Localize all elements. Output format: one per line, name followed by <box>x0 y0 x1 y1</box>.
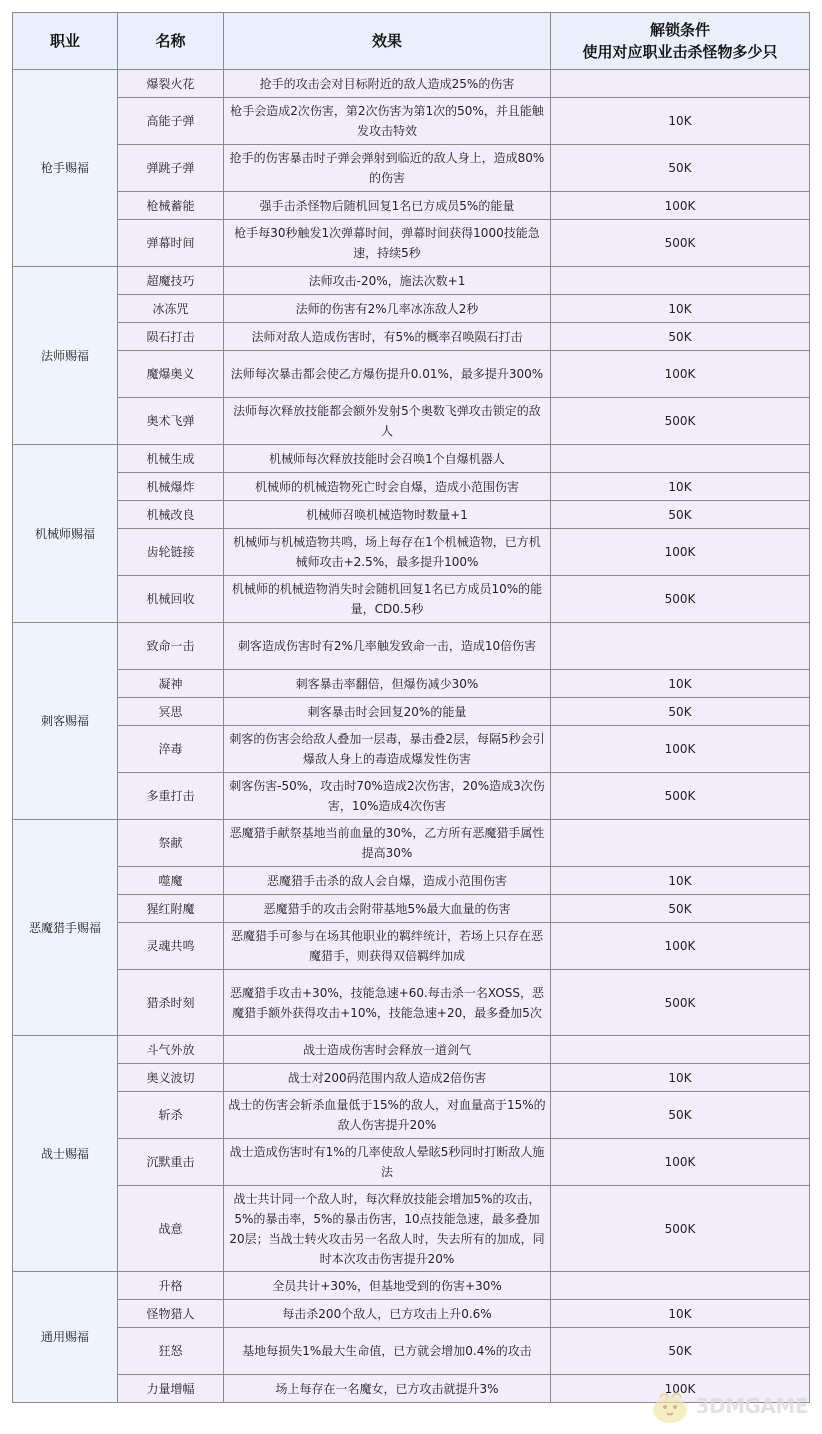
unlock-cell: 100K <box>551 1139 810 1186</box>
effect-cell: 战士的伤害会斩杀血量低于15%的敌人，对血量高于15%的敌人伤害提升20% <box>224 1092 551 1139</box>
effect-cell: 恶魔猎手可参与在场其他职业的羁绊统计，若场上只存在恶魔猎手，则获得双倍羁绊加成 <box>224 923 551 970</box>
unlock-cell <box>551 1036 810 1064</box>
effect-cell: 法师每次暴击都会使乙方爆伤提升0.01%，最多提升300% <box>224 351 551 398</box>
effect-cell: 场上每存在一名魔女，已方攻击就提升3% <box>224 1375 551 1403</box>
effect-cell: 刺客的伤害会给敌人叠加一层毒，暴击叠2层，每隔5秒会引爆敌人身上的毒造成爆发性伤害 <box>224 726 551 773</box>
header-row <box>13 13 810 70</box>
table-row <box>13 576 810 623</box>
unlock-cell: 10K <box>551 473 810 501</box>
effect-cell: 刺客造成伤害时有2%几率触发致命一击，造成10倍伤害 <box>224 623 551 670</box>
unlock-cell: 500K <box>551 220 810 267</box>
unlock-cell: 10K <box>551 295 810 323</box>
effect-cell: 机械师的机械造物死亡时会自爆，造成小范围伤害 <box>224 473 551 501</box>
unlock-cell: 100K <box>551 726 810 773</box>
name-cell: 猎杀时刻 <box>118 970 224 1036</box>
name-cell: 噬魔 <box>118 867 224 895</box>
effect-cell: 法师对敌人造成伤害时，有5%的概率召唤陨石打击 <box>224 323 551 351</box>
table-row <box>13 70 810 98</box>
class-cell: 枪手赐福 <box>13 70 118 267</box>
name-cell: 高能子弹 <box>118 98 224 145</box>
unlock-cell: 500K <box>551 773 810 820</box>
table-row <box>13 529 810 576</box>
unlock-cell: 100K <box>551 351 810 398</box>
table-row <box>13 923 810 970</box>
header-unlock-line2: 使用对应职业击杀怪物多少只 <box>582 43 778 61</box>
unlock-cell: 100K <box>551 923 810 970</box>
unlock-cell: 10K <box>551 98 810 145</box>
table-row <box>13 398 810 445</box>
effect-cell: 全员共计+30%，但基地受到的伤害+30% <box>224 1272 551 1300</box>
name-cell: 沉默重击 <box>118 1139 224 1186</box>
name-cell: 怪物猎人 <box>118 1300 224 1328</box>
table-row <box>13 726 810 773</box>
name-cell: 齿轮链接 <box>118 529 224 576</box>
table-row <box>13 698 810 726</box>
table-row <box>13 323 810 351</box>
table-row <box>13 670 810 698</box>
unlock-cell: 500K <box>551 1186 810 1272</box>
name-cell: 奥术飞弹 <box>118 398 224 445</box>
effect-cell: 机械师每次释放技能时会召唤1个自爆机器人 <box>224 445 551 473</box>
name-cell: 爆裂火花 <box>118 70 224 98</box>
table-row <box>13 623 810 670</box>
effect-cell: 法师攻击-20%，施法次数+1 <box>224 267 551 295</box>
unlock-cell: 10K <box>551 670 810 698</box>
name-cell: 冥思 <box>118 698 224 726</box>
header-unlock <box>551 13 810 70</box>
name-cell: 猩红附魔 <box>118 895 224 923</box>
unlock-cell <box>551 820 810 867</box>
table-row <box>13 1036 810 1064</box>
watermark <box>648 1386 808 1426</box>
effect-cell: 法师的伤害有2%几率冰冻敌人2秒 <box>224 295 551 323</box>
name-cell: 弹跳子弹 <box>118 145 224 192</box>
unlock-cell: 500K <box>551 576 810 623</box>
effect-cell: 恶魔猎手攻击+30%，技能急速+60.每击杀一名XOSS，恶魔猎手额外获得攻击+10%，技能急速+20，最多叠加5次 <box>224 970 551 1036</box>
class-cell: 战士赐福 <box>13 1036 118 1272</box>
name-cell: 冰冻咒 <box>118 295 224 323</box>
name-cell: 斩杀 <box>118 1092 224 1139</box>
table-row <box>13 1300 810 1328</box>
unlock-cell: 100K <box>551 192 810 220</box>
table-row <box>13 773 810 820</box>
class-cell: 刺客赐福 <box>13 623 118 820</box>
effect-cell: 机械师召唤机械造物时数量+1 <box>224 501 551 529</box>
table-row <box>13 501 810 529</box>
table-row <box>13 895 810 923</box>
effect-cell: 强手击杀怪物后随机回复1名已方成员5%的能量 <box>224 192 551 220</box>
unlock-cell: 10K <box>551 1300 810 1328</box>
name-cell: 致命一击 <box>118 623 224 670</box>
name-cell: 机械回收 <box>118 576 224 623</box>
table-row <box>13 351 810 398</box>
name-cell: 力量增幅 <box>118 1375 224 1403</box>
table-row <box>13 473 810 501</box>
header-unlock-line1: 解锁条件 <box>649 21 710 39</box>
effect-cell: 枪手会造成2次伤害，第2次伤害为第1次的50%，并且能触发攻击特效 <box>224 98 551 145</box>
name-cell: 机械改良 <box>118 501 224 529</box>
unlock-cell: 100K <box>551 1375 810 1403</box>
effect-cell: 刺客伤害-50%，攻击时70%造成2次伤害，20%造成3次伤害，10%造成4次伤害 <box>224 773 551 820</box>
effect-cell: 每击杀200个敌人，已方攻击上升0.6% <box>224 1300 551 1328</box>
effect-cell: 刺客暴击时会回复20%的能量 <box>224 698 551 726</box>
unlock-cell: 10K <box>551 867 810 895</box>
unlock-cell <box>551 70 810 98</box>
table-row <box>13 1328 810 1375</box>
effect-cell: 战士对200码范围内敌人造成2倍伤害 <box>224 1064 551 1092</box>
table-row <box>13 820 810 867</box>
unlock-cell: 50K <box>551 895 810 923</box>
watermark-text: 3DMGAME <box>695 1394 808 1418</box>
blessing-table <box>12 12 810 1403</box>
table-row <box>13 295 810 323</box>
effect-cell: 抢手的攻击会对目标附近的敌人造成25%的伤害 <box>224 70 551 98</box>
class-cell: 恶魔猎手赐福 <box>13 820 118 1036</box>
effect-cell: 恶魔猎手击杀的敌人会自爆，造成小范围伤害 <box>224 867 551 895</box>
name-cell: 奥义波切 <box>118 1064 224 1092</box>
table-row <box>13 192 810 220</box>
effect-cell: 法师每次释放技能都会额外发射5个奥数飞弹攻击锁定的敌人 <box>224 398 551 445</box>
table-container <box>12 12 809 1403</box>
table-row <box>13 970 810 1036</box>
unlock-cell: 50K <box>551 501 810 529</box>
name-cell: 斗气外放 <box>118 1036 224 1064</box>
header-name: 名称 <box>118 13 224 70</box>
name-cell: 枪械蓄能 <box>118 192 224 220</box>
table-row <box>13 1186 810 1272</box>
table-row <box>13 220 810 267</box>
unlock-cell: 100K <box>551 529 810 576</box>
unlock-cell: 500K <box>551 398 810 445</box>
header-effect: 效果 <box>224 13 551 70</box>
table-row <box>13 98 810 145</box>
unlock-cell <box>551 445 810 473</box>
table-row <box>13 1272 810 1300</box>
table-row <box>13 445 810 473</box>
name-cell: 魔爆奥义 <box>118 351 224 398</box>
name-cell: 祭献 <box>118 820 224 867</box>
name-cell: 淬毒 <box>118 726 224 773</box>
name-cell: 升格 <box>118 1272 224 1300</box>
unlock-cell <box>551 623 810 670</box>
effect-cell: 抢手的伤害暴击时子弹会弹射到临近的敌人身上，造成80%的伤害 <box>224 145 551 192</box>
class-cell: 通用赐福 <box>13 1272 118 1403</box>
effect-cell: 恶魔猎手献祭基地当前血量的30%，乙方所有恶魔猎手属性提高30% <box>224 820 551 867</box>
effect-cell: 机械师与机械造物共鸣，场上每存在1个机械造物，已方机械师攻击+2.5%，最多提升100% <box>224 529 551 576</box>
effect-cell: 战士造成伤害时有1%的几率使敌人晕眩5秒同时打断敌人施法 <box>224 1139 551 1186</box>
name-cell: 机械爆炸 <box>118 473 224 501</box>
table-row <box>13 867 810 895</box>
table-row <box>13 267 810 295</box>
unlock-cell <box>551 267 810 295</box>
effect-cell: 基地每损失1%最大生命值，已方就会增加0.4%的攻击 <box>224 1328 551 1375</box>
name-cell: 灵魂共鸣 <box>118 923 224 970</box>
table-row <box>13 1139 810 1186</box>
unlock-cell: 50K <box>551 145 810 192</box>
name-cell: 凝神 <box>118 670 224 698</box>
table-row <box>13 1092 810 1139</box>
chick-mascot-icon <box>648 1386 692 1426</box>
header-class: 职业 <box>13 13 118 70</box>
effect-cell: 战士共计同一个敌人时，每次释放技能会增加5%的攻击，5%的暴击率，5%的暴击伤害，10点技能急速，最多叠加20层；当战士转火攻击另一名敌人时，失去所有的加成，同时本次攻击伤害提升20% <box>224 1186 551 1272</box>
name-cell: 多重打击 <box>118 773 224 820</box>
unlock-cell: 10K <box>551 1064 810 1092</box>
name-cell: 机械生成 <box>118 445 224 473</box>
effect-cell: 恶魔猎手的攻击会附带基地5%最大血量的伤害 <box>224 895 551 923</box>
name-cell: 战意 <box>118 1186 224 1272</box>
name-cell: 超魔技巧 <box>118 267 224 295</box>
name-cell: 弹幕时间 <box>118 220 224 267</box>
effect-cell: 刺客暴击率翻倍，但爆伤减少30% <box>224 670 551 698</box>
unlock-cell: 50K <box>551 1328 810 1375</box>
table-body <box>13 70 810 1403</box>
class-cell: 法师赐福 <box>13 267 118 445</box>
unlock-cell: 50K <box>551 323 810 351</box>
unlock-cell <box>551 1272 810 1300</box>
name-cell: 陨石打击 <box>118 323 224 351</box>
effect-cell: 机械师的机械造物消失时会随机回复1名已方成员10%的能量，CD0.5秒 <box>224 576 551 623</box>
effect-cell: 枪手每30秒触发1次弹幕时间，弹幕时间获得1000技能急速，持续5秒 <box>224 220 551 267</box>
table-row <box>13 145 810 192</box>
unlock-cell: 50K <box>551 698 810 726</box>
table-row <box>13 1064 810 1092</box>
effect-cell: 战士造成伤害时会释放一道剑气 <box>224 1036 551 1064</box>
name-cell: 狂怒 <box>118 1328 224 1375</box>
unlock-cell: 50K <box>551 1092 810 1139</box>
unlock-cell: 500K <box>551 970 810 1036</box>
class-cell: 机械师赐福 <box>13 445 118 623</box>
